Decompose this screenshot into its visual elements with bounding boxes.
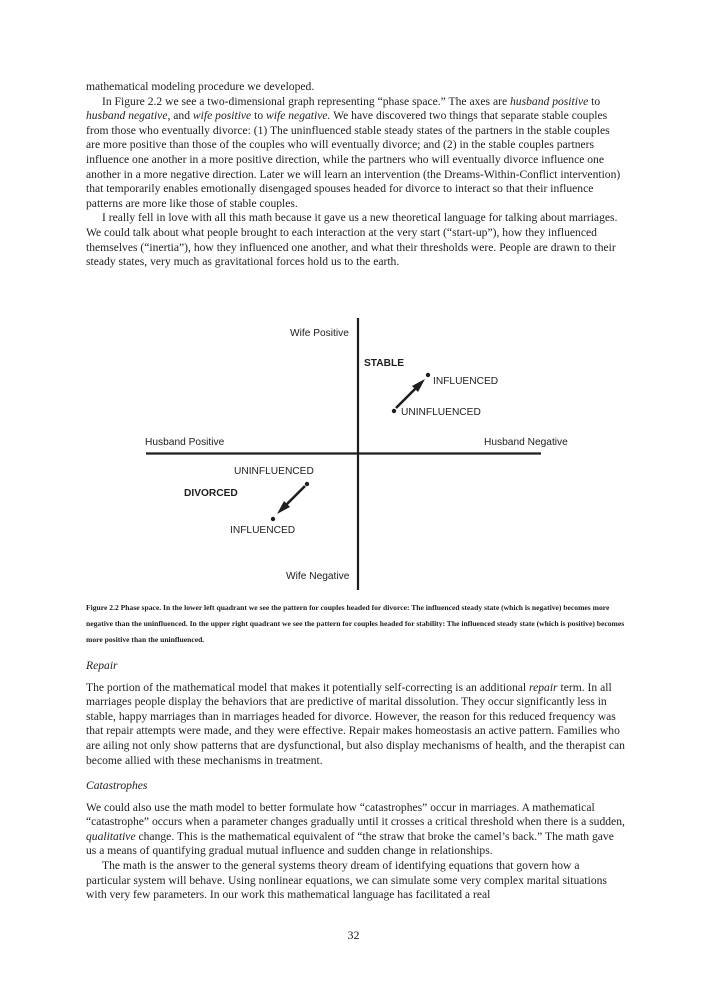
wife-positive-label: Wife Positive — [290, 328, 349, 339]
italic-run: wife negative. — [266, 109, 331, 123]
italic-run: husband positive — [510, 94, 589, 108]
intro-text — [86, 80, 626, 270]
wife-negative-label: Wife Negative — [286, 571, 350, 582]
italic-run: repair — [529, 680, 558, 694]
repair-paragraph — [86, 681, 626, 769]
husband-negative-label: Husband Negative — [484, 437, 568, 448]
italic-run: wife positive — [192, 109, 252, 123]
repair-heading: Repair — [86, 659, 118, 672]
stable-arrow-line — [396, 386, 418, 408]
stable-label: STABLE — [364, 358, 404, 369]
divorced-uninfluenced-point — [305, 482, 309, 486]
text-run: and — [170, 109, 193, 123]
figure-caption: Figure 2.2 Phase space. In the lower left quadrant we see the pattern for couples headed for divorce: The influenced steady state (which is negative) becomes more negative than the uninfluenced. In the upper right quadrant we see the pattern for couples headed for stability: The influenced steady state (which is positive) becomes more positive than the uninfluenced. — [86, 603, 625, 645]
stable-uninfluenced-point — [392, 409, 396, 413]
page-number: 32 — [347, 928, 360, 942]
husband-positive-label: Husband Positive — [145, 437, 225, 448]
catastrophes-paragraph-1 — [86, 801, 626, 859]
stable-uninfluenced-label: UNINFLUENCED — [401, 407, 481, 418]
text-run: The portion of the mathematical model that makes it potentially self-correcting is an additional — [86, 680, 530, 694]
catastrophes-paragraph-2: The math is the answer to the general systems theory dream of identifying equations that govern how a particular system will behave. Using nonlinear equations, we can simulate some very complex marital situations with very few parameters. In our work this mathematical language has facilitated a real — [86, 858, 607, 902]
catastrophes-heading: Catastrophes — [86, 779, 148, 792]
text-run: term. In all marriages people display the behaviors that are predictive of marital dissolution. They occur significantly less in stable, happy marriages than in marriages headed for divorce. However, the reason for this reduced frequency was that repair attempts were made, and they were effective. Repair makes homeostasis an active pattern. Families who are ailing not only show patterns that are dysfunctional, but also display mechanisms of health, and the therapist can become allied with these mechanisms in treatment. — [86, 680, 625, 767]
stable-influenced-label: INFLUENCED — [433, 376, 499, 387]
catastrophes-section — [86, 779, 626, 903]
intro-paragraph-2: I really fell in love with all this math because it gave us a new theoretical language for talking about marriages. We could talk about what people brought to each interaction at the very start (“start-up”), how they influenced themselves (“inertia”), how they influenced one another, and what their thresholds were. People are drawn to their steady states, very much as gravitational forces hold us to the earth. — [86, 211, 618, 269]
italic-run: qualitative — [86, 829, 136, 843]
stable-influenced-point — [426, 373, 430, 377]
divorced-label: DIVORCED — [184, 488, 238, 499]
intro-paragraph-0: mathematical modeling procedure we developed. — [86, 80, 315, 93]
intro-paragraph-1 — [86, 95, 626, 212]
text-run: In Figure 2.2 we see a two-dimensional graph representing “phase space.” The axes are — [102, 94, 510, 108]
text-run: to — [251, 109, 267, 123]
phase-space-diagram — [0, 300, 707, 600]
text-run: change. This is the mathematical equivalent of “the straw that broke the camel’s back.” The math gave us a means of quantifying gradual mutual influence and sudden change in relationships. — [86, 829, 614, 858]
divorced-arrow-line — [284, 486, 305, 507]
text-run: to — [588, 94, 601, 108]
divorced-influenced-point — [271, 517, 275, 521]
italic-run: husband negative, — [86, 109, 171, 123]
phase-space-figure — [0, 300, 707, 600]
divorced-uninfluenced-label: UNINFLUENCED — [234, 466, 314, 477]
text-run: We have discovered two things that separate stable couples from those who eventually divorce: (1) The uninfluenced stable steady states of the partners in the stable couples are more positive than those of the couples who will eventually divorce; and (2) in the stable couples partners influence one another in a more positive direction, while the partners who will eventually divorce influence one another in a more negative direction. Later we will learn an intervention (the Dreams-Within-Conflict intervention) that temporarily enables emotionally disengaged spouses headed for divorce to interact so that their influence patterns are more like those of stable couples. — [86, 109, 621, 210]
text-run: We could also use the math model to better formulate how “catastrophes” occur in marriages. A mathematical “catastrophe” occurs when a parameter changes gradually until it crosses a critical threshold when there is a sudden, — [86, 800, 625, 829]
repair-section — [86, 659, 626, 768]
divorced-influenced-label: INFLUENCED — [230, 525, 296, 536]
